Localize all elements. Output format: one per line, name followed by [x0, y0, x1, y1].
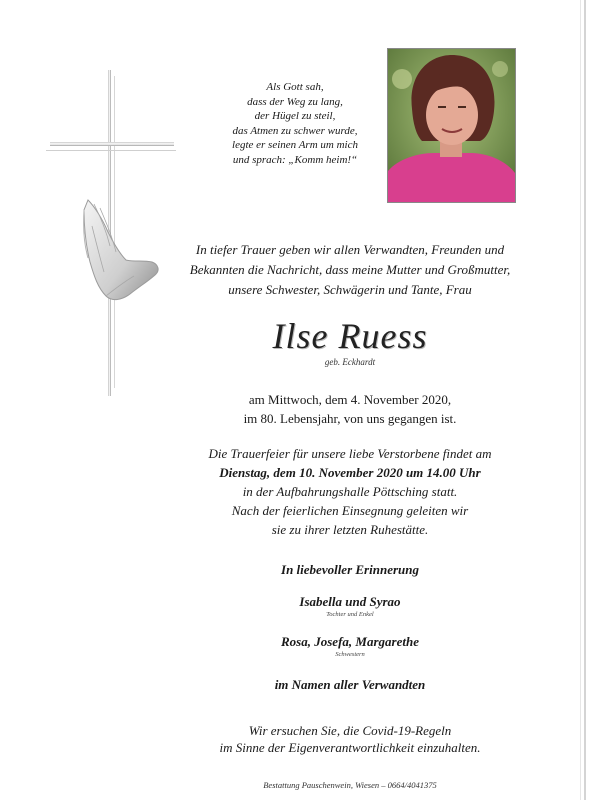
relative-relation: Tochter und Enkel	[326, 611, 374, 618]
poem-line: legte er seinen Arm um mich	[232, 139, 358, 151]
funeral-line: sie zu ihrer letzten Ruhestätte.	[271, 522, 429, 537]
death-line: im 80. Lebensjahr, von uns gegangen ist.	[243, 411, 457, 426]
page-border	[584, 0, 586, 800]
intro-line: Bekannten die Nachricht, dass meine Mutter und Großmutter,	[189, 262, 511, 277]
death-date	[160, 390, 540, 428]
poem-line: das Atmen zu schwer wurde,	[232, 124, 358, 137]
intro-line: In tiefer Trauer geben wir allen Verwandten, Freunden und	[195, 242, 505, 257]
deceased-name: Ilse Ruess	[272, 316, 428, 356]
relative-group	[160, 634, 540, 658]
relative-names: Rosa, Josefa, Margarethe	[281, 634, 419, 649]
announcement-intro	[160, 240, 540, 300]
funeral-date: Dienstag, dem 10. November 2020 um 14.00 Uhr	[219, 465, 481, 480]
relative-group	[160, 594, 540, 618]
funeral-line: in der Aufbahrungshalle Pöttsching statt.	[242, 484, 458, 499]
maiden-name: geb. Eckhardt	[324, 357, 376, 367]
page-border-inner	[580, 0, 581, 800]
poem-line: dass der Weg zu lang,	[247, 95, 343, 108]
memory-heading: In liebevoller Erinnerung	[281, 562, 419, 577]
poem-line: und sprach: „Komm heim!“	[232, 153, 358, 166]
all-relatives: im Namen aller Verwandten	[274, 677, 426, 692]
funeral-home-footer: Bestattung Pauschenwein, Wiesen – 0664/4041375	[263, 780, 437, 790]
praying-hands-icon	[80, 196, 162, 304]
relative-relation: Schwestern	[335, 651, 365, 658]
covid-notice	[160, 722, 540, 756]
covid-line: im Sinne der Eigenverantwortlichkeit einzuhalten.	[219, 740, 481, 755]
poem-line: der Hügel zu steil,	[254, 110, 336, 122]
portrait-photo	[387, 48, 516, 203]
funeral-line: Die Trauerfeier für unsere liebe Verstorbene findet am	[208, 446, 492, 461]
funeral-line: Nach der feierlichen Einsegnung geleiten wir	[231, 503, 469, 518]
intro-line: unsere Schwester, Schwägerin und Tante, Frau	[228, 282, 472, 297]
death-line: am Mittwoch, dem 4. November 2020,	[248, 392, 452, 407]
covid-line: Wir ersuchen Sie, die Covid-19-Regeln	[248, 723, 452, 738]
funeral-info	[160, 444, 540, 539]
poem-line: Als Gott sah,	[266, 81, 324, 93]
relative-names: Isabella und Syrao	[299, 594, 401, 609]
poem	[205, 80, 385, 167]
